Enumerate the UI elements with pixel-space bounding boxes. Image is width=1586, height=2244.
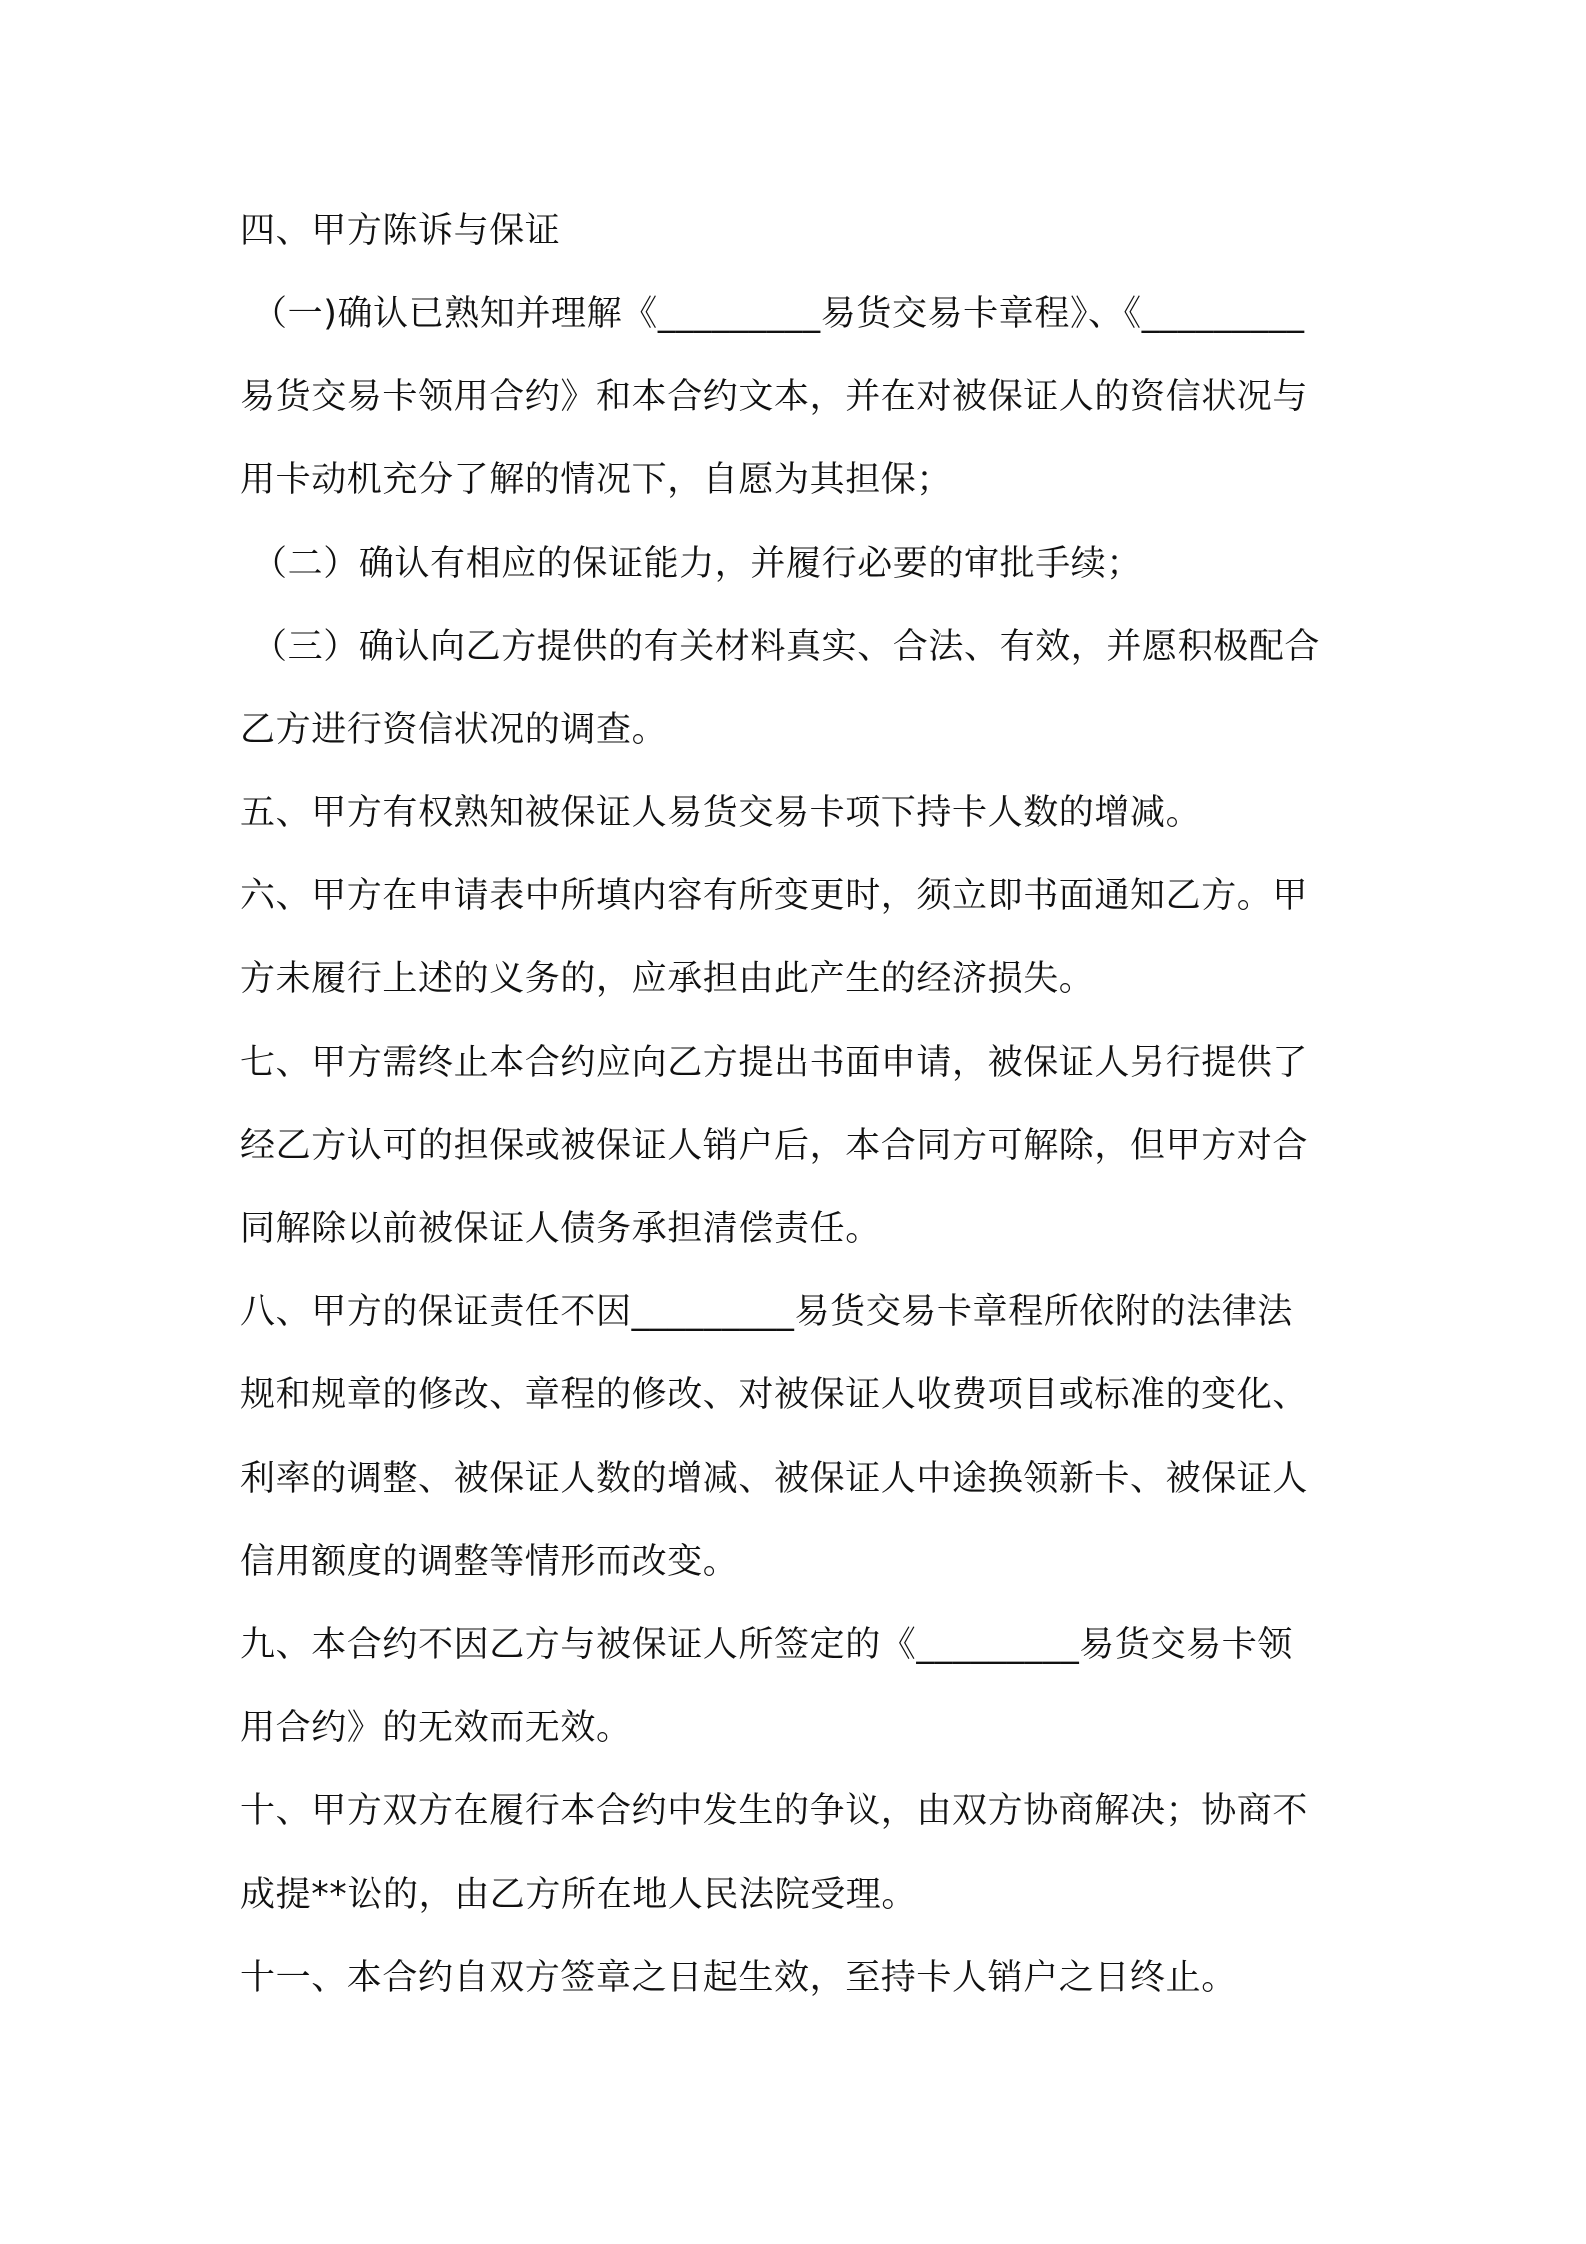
clause-text-line: （二）确认有相应的保证能力，并履行必要的审批手续； bbox=[252, 544, 1143, 584]
section-6-line: 六、甲方在申请表中所填内容有所变更时，须立即书面通知乙方。甲 bbox=[240, 876, 1309, 916]
section-5-line: 五、甲方有权熟知被保证人易货交易卡项下持卡人数的增减。 bbox=[240, 793, 1202, 833]
section-10-line: 成提**讼的，由乙方所在地人民法院受理。 bbox=[240, 1875, 918, 1915]
section-8-line: 八、甲方的保证责任不因_________易货交易卡章程所依附的法律法 bbox=[240, 1292, 1293, 1332]
section-7-line: 七、甲方需终止本合约应向乙方提出书面申请，被保证人另行提供了 bbox=[240, 1043, 1309, 1083]
section-11-line: 十一、本合约自双方签章之日起生效，至持卡人销户之日终止。 bbox=[240, 1958, 1237, 1998]
section-8-line: 信用额度的调整等情形而改变。 bbox=[240, 1542, 739, 1582]
section-10-line: 十、甲方双方在履行本合约中发生的争议，由双方协商解决；协商不 bbox=[240, 1791, 1309, 1831]
section-6-line: 方未履行上述的义务的，应承担由此产生的经济损失。 bbox=[240, 959, 1095, 999]
clause-text-line: （三）确认向乙方提供的有关材料真实、合法、有效，并愿积极配合 bbox=[252, 627, 1321, 667]
section-7-line: 经乙方认可的担保或被保证人销户后，本合同方可解除，但甲方对合 bbox=[240, 1126, 1309, 1166]
section-9-line: 九、本合约不因乙方与被保证人所签定的《_________易货交易卡领 bbox=[240, 1625, 1293, 1665]
clause-text-line: （一)确认已熟知并理解《_________易货交易卡章程》、《_________ bbox=[252, 294, 1305, 334]
section-7-line: 同解除以前被保证人债务承担清偿责任。 bbox=[240, 1209, 881, 1249]
section-9-line: 用合约》的无效而无效。 bbox=[240, 1708, 632, 1748]
section-8-line: 利率的调整、被保证人数的增减、被保证人中途换领新卡、被保证人 bbox=[240, 1459, 1309, 1499]
clause-text-line: 易货交易卡领用合约》和本合约文本，并在对被保证人的资信状况与 bbox=[240, 377, 1309, 417]
clause-text-line: 乙方进行资信状况的调查。 bbox=[240, 710, 668, 750]
clause-text-line: 用卡动机充分了解的情况下，自愿为其担保； bbox=[240, 460, 953, 500]
section-heading-4: 四、甲方陈诉与保证 bbox=[240, 211, 561, 251]
section-8-line: 规和规章的修改、章程的修改、对被保证人收费项目或标准的变化、 bbox=[240, 1375, 1309, 1415]
